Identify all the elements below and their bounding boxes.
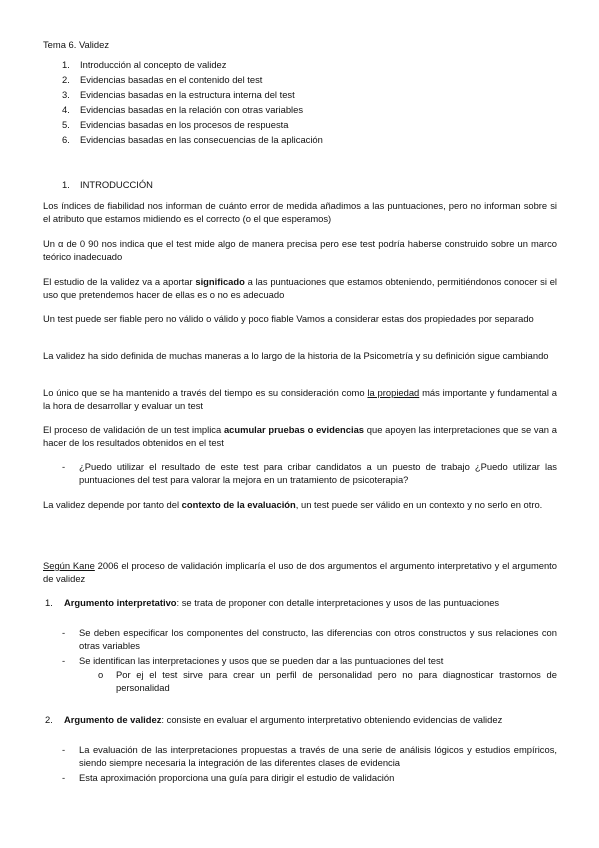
- paragraph: Los índices de fiabilidad nos informan de cuánto error de medida añadimos a las puntuaciones, pero no informan sobre si el atributo que estamos midiendo es el correcto (o el que esperamos): [43, 200, 557, 225]
- section-heading: 1. INTRODUCCIÓN: [62, 179, 153, 190]
- paragraph: Lo único que se ha mantenido a través del tiempo es su consideración como la propiedad más importante y fundamental a la hora de desarrollar y evaluar un test: [43, 387, 558, 412]
- paragraph: Un α de 0 90 nos indica que el test mide algo de manera precisa pero ese test podría haberse construido sobre un marco teórico inadecuado: [43, 238, 557, 263]
- paragraph: Un test puede ser fiable pero no válido o válido y poco fiable Vamos a considerar estas dos propiedades por separado: [43, 313, 534, 324]
- toc-item: 6. Evidencias basadas en las consecuencias de la aplicación: [62, 134, 323, 145]
- list-item: 1. Argumento interpretativo: se trata de proponer con detalle interpretaciones y usos de las puntuaciones: [45, 597, 500, 608]
- list-item: 2. Argumento de validez: consiste en evaluar el argumento interpretativo obteniendo evidencias de validez: [45, 714, 503, 725]
- paragraph: Según Kane 2006 el proceso de validación implicaría el uso de dos argumentos el argumento interpretativo y el argumento de validez: [43, 560, 557, 585]
- paragraph: El proceso de validación de un test implica acumular pruebas o evidencias que apoyen las interpretaciones que se van a hacer de los resultados obtenidos en el test: [43, 424, 557, 449]
- list-item: - ¿Puedo utilizar el resultado de este test para cribar candidatos a un puesto de trabajo ¿Puedo utilizar las puntuaciones del test para valorar la mejora en un tratamiento de psicoterapia?: [62, 461, 557, 486]
- list-item: - La evaluación de las interpretaciones propuestas a través de una serie de análisis lógicos y estudios empíricos, siendo siempre necesaria la integración de las diferentes clases de evidencia: [62, 744, 557, 769]
- list-item: - Se identifican las interpretaciones y usos que se pueden dar a las puntuaciones del test: [62, 655, 444, 666]
- paragraph: La validez ha sido definida de muchas maneras a lo largo de la historia de la Psicometría y su definición sigue cambiando: [43, 350, 549, 361]
- paragraph: El estudio de la validez va a aportar significado a las puntuaciones que estamos obteniendo, permitiéndonos conocer si el uso que pretendemos hacer de ellas es o no es adecuado: [43, 276, 557, 301]
- list-item: - Se deben especificar los componentes del constructo, las diferencias con otros constructos y sus relaciones con otras variables: [62, 627, 557, 652]
- list-item: - Esta aproximación proporciona una guía para dirigir el estudio de validación: [62, 772, 395, 783]
- paragraph: La validez depende por tanto del contexto de la evaluación, un test puede ser válido en un contexto y no serlo en otro.: [43, 499, 543, 510]
- toc-item: 1. Introducción al concepto de validez: [62, 59, 227, 70]
- toc-item: 2. Evidencias basadas en el contenido del test: [62, 74, 263, 85]
- toc-item: 5. Evidencias basadas en los procesos de respuesta: [62, 119, 289, 130]
- table-of-contents: [62, 57, 323, 147]
- toc-item: 4. Evidencias basadas en la relación con otras variables: [62, 104, 304, 115]
- document-title: Tema 6. Validez: [43, 39, 110, 50]
- list-item: o Por ej el test sirve para crear un perfil de personalidad pero no para diagnosticar trastornos de personalidad: [98, 669, 557, 694]
- toc-item: 3. Evidencias basadas en la estructura interna del test: [62, 89, 295, 100]
